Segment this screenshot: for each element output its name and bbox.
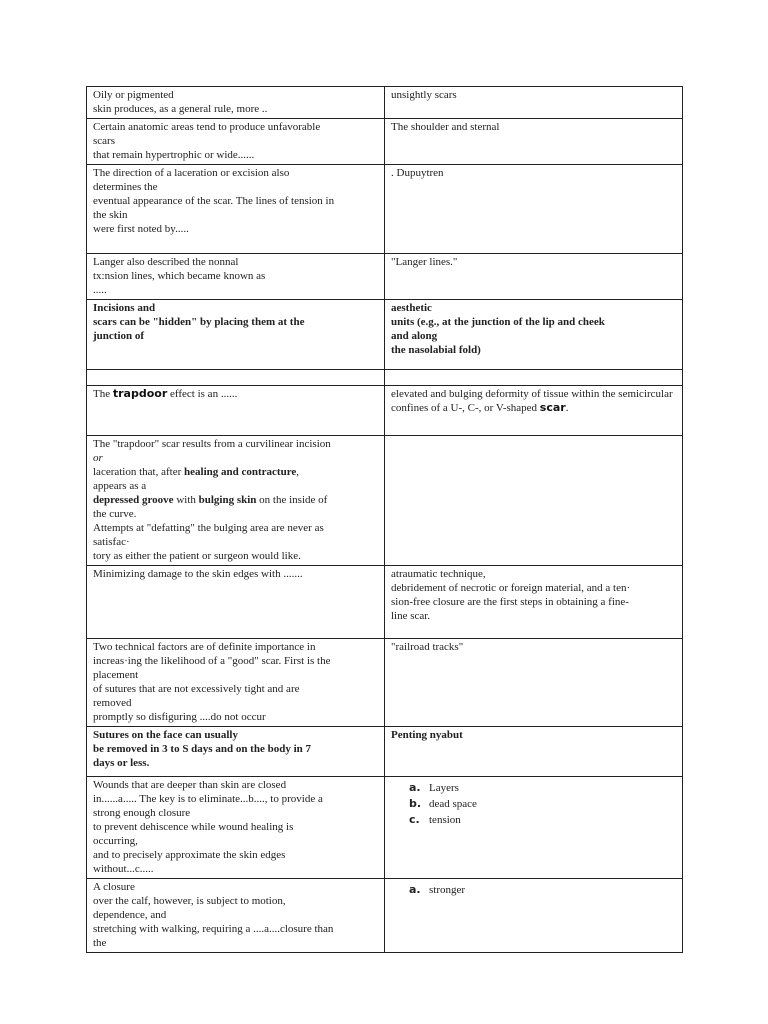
text-run: laceration that, after (93, 466, 185, 478)
list-text: stronger (429, 884, 466, 896)
cell-text: the nasolabial fold) (391, 344, 481, 356)
answer-cell (385, 879, 683, 953)
cell-text: or (93, 452, 103, 464)
list-text: Layers (429, 782, 459, 794)
table-row (87, 87, 683, 119)
question-cell (87, 254, 385, 300)
answer-cell (385, 254, 683, 300)
list-marker: c. (409, 813, 420, 826)
table-row (87, 165, 683, 254)
cell-text: Incisions and (93, 302, 156, 314)
cell-text: The (93, 388, 113, 400)
answer-cell (385, 386, 683, 436)
answer-cell (385, 777, 683, 879)
cell-text: . Dupuytren (391, 167, 444, 179)
cell-text: A closure (93, 881, 135, 893)
bold-term: healing and contracture (184, 466, 297, 478)
question-cell (87, 879, 385, 953)
cell-text: junction of (93, 330, 145, 342)
list-text: tension (429, 814, 461, 826)
table-row (87, 370, 683, 386)
cell-text: stretching with walking, requiring a ....a....closure than (93, 923, 334, 935)
list-text: dead space (429, 798, 477, 810)
question-cell (87, 119, 385, 165)
list-marker: a. (409, 781, 421, 794)
cell-text: Certain anatomic areas tend to produce unfavorable (93, 121, 321, 133)
cell-text: Wounds that are deeper than skin are closed (93, 779, 287, 791)
cell-text: in......a..... The key is to eliminate...b...., to provide a (93, 793, 323, 805)
text-run: with (173, 494, 199, 506)
cell-text: increas·ing the likelihood of a "good" scar. First is the (93, 655, 331, 667)
cell-text: The shoulder and sternal (391, 121, 500, 133)
cell-text: scars can be "hidden" by placing them at the (93, 316, 305, 328)
table-row (87, 119, 683, 165)
empty-cell (87, 370, 385, 386)
table-row (87, 777, 683, 879)
cell-text: ..... (93, 284, 107, 296)
cell-text: line scar. (391, 610, 431, 622)
list-marker: a. (409, 883, 421, 896)
bold-term: scar (539, 401, 566, 414)
question-cell (87, 777, 385, 879)
empty-cell (385, 370, 683, 386)
cell-text: were first noted by..... (93, 223, 189, 235)
answer-cell (385, 87, 683, 119)
cell-text: to prevent dehiscence while wound healing is (93, 821, 294, 833)
question-cell (87, 566, 385, 639)
answer-cell (385, 727, 683, 777)
cell-text: elevated and bulging deformity of tissue within the semicircular confines of a U-, C-, or V-shaped (391, 388, 673, 414)
cell-text: promptly so disfiguring ....do not occur (93, 711, 266, 723)
cell-text (93, 493, 378, 507)
table-row (87, 386, 683, 436)
answer-cell (385, 436, 683, 566)
cell-text: Oily or pigmented (93, 89, 174, 101)
table-row (87, 639, 683, 727)
question-cell (87, 386, 385, 436)
answer-list (391, 780, 676, 828)
table-row (87, 879, 683, 953)
table-row (87, 727, 683, 777)
cell-text: tx:nsion lines, which became known as (93, 270, 266, 282)
answer-list (391, 882, 676, 898)
list-item (409, 780, 676, 796)
cell-text: of sutures that are not excessively tight and are (93, 683, 300, 695)
cell-text: Langer also described the nonnal (93, 256, 239, 268)
cell-text: The direction of a laceration or excision also (93, 167, 290, 179)
question-cell (87, 165, 385, 254)
bold-term: bulging skin (198, 494, 257, 506)
answer-cell (385, 300, 683, 370)
question-cell (87, 727, 385, 777)
list-item (409, 882, 676, 898)
cell-text: tory as either the patient or surgeon would like. (93, 550, 301, 562)
question-cell (87, 300, 385, 370)
cell-text: sion-free closure are the first steps in obtaining a fine- (391, 596, 629, 608)
cell-text: appears as a (93, 480, 147, 492)
cell-text: . (565, 402, 569, 414)
cell-text: eventual appearance of the scar. The lines of tension in (93, 195, 335, 207)
cell-text: the (93, 937, 107, 949)
cell-text: be removed in 3 to S days and on the body in 7 (93, 743, 312, 755)
cell-text: Minimizing damage to the skin edges with ....... (93, 568, 303, 580)
answer-cell (385, 566, 683, 639)
answer-cell (385, 639, 683, 727)
cell-text: debridement of necrotic or foreign material, and a ten· (391, 582, 631, 594)
cell-text: satisfac· (93, 536, 130, 548)
qa-table (86, 86, 683, 953)
answer-cell (385, 165, 683, 254)
cell-text: "railroad tracks" (391, 641, 464, 653)
cell-text: without...c..... (93, 863, 154, 875)
table-row (87, 566, 683, 639)
cell-text: "Langer lines." (391, 256, 458, 268)
table-row (87, 254, 683, 300)
cell-text: Attempts at "defatting" the bulging area are never as (93, 522, 324, 534)
cell-text: Penting nyabut (391, 729, 463, 741)
cell-text: dependence, and (93, 909, 167, 921)
cell-text: Sutures on the face can usually (93, 729, 238, 741)
cell-text: Two technical factors are of definite importance in (93, 641, 316, 653)
text-run: on the inside of (256, 494, 328, 506)
cell-text (93, 465, 378, 479)
cell-text: scars (93, 135, 115, 147)
question-cell (87, 436, 385, 566)
cell-text: removed (93, 697, 132, 709)
cell-text: effect is an ...... (167, 388, 238, 400)
table-row (87, 300, 683, 370)
cell-text: determines the (93, 181, 158, 193)
cell-text: the curve. (93, 508, 137, 520)
cell-text: units (e.g., at the junction of the lip and cheek (391, 316, 605, 328)
answer-cell (385, 119, 683, 165)
cell-text: occurring, (93, 835, 138, 847)
cell-text: that remain hypertrophic or wide...... (93, 149, 255, 161)
question-cell (87, 639, 385, 727)
list-marker: b. (409, 797, 422, 810)
cell-text: atraumatic technique, (391, 568, 486, 580)
list-item (409, 796, 676, 812)
cell-text: strong enough closure (93, 807, 191, 819)
cell-text: over the calf, however, is subject to motion, (93, 895, 286, 907)
cell-text: the skin (93, 209, 128, 221)
cell-text: The "trapdoor" scar results from a curvilinear incision (93, 438, 331, 450)
bold-term: trapdoor (112, 387, 168, 400)
cell-text: skin produces, as a general rule, more .. (93, 103, 268, 115)
bold-term: depressed groove (93, 494, 174, 506)
cell-text: unsightly scars (391, 89, 457, 101)
cell-text: aesthetic (391, 302, 432, 314)
cell-text: days or less. (93, 757, 150, 769)
cell-text: and to precisely approximate the skin edges (93, 849, 286, 861)
table-row (87, 436, 683, 566)
list-item (409, 812, 676, 828)
question-cell (87, 87, 385, 119)
text-run: , (296, 466, 300, 478)
cell-text: placement (93, 669, 139, 681)
cell-text: and along (391, 330, 438, 342)
